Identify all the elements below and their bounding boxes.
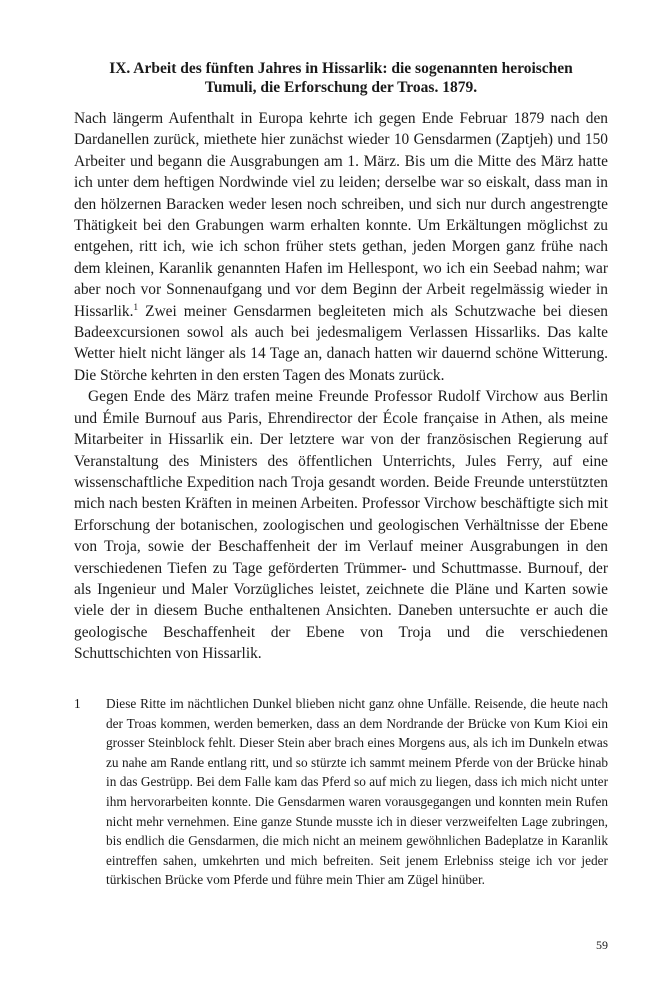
chapter-heading-line-1: IX. Arbeit des fünften Jahres in Hissarlik: die sogenannten heroischen bbox=[109, 60, 573, 77]
footnote bbox=[74, 694, 608, 890]
paragraph-1-part-1: Nach längerm Aufenthalt in Europa kehrte ich gegen Ende Februar 1879 nach den Dardanellen zurück, miethete hier zunächst wieder 10 Gensdarmen (Zaptjeh) und 150 Arbeiter und begann die Ausgrabungen am 1. März. Bis um die Mitte des März hatte ich unter dem heftigen Nordwinde viel zu leiden; derselbe war so eiskalt, dass man in den hölzernen Baracken weder lesen noch schreiben, und sich nur durch angestrengte Thätigkeit bei den Grabungen warm erhalten konnte. Um Erkältungen möglichst zu entgehen, ritt ich, wie ich schon früher stets gethan, jeden Morgen ganz frühe nach dem kleinen, Karanlik genannten Hafen im Hellespont, wo ich ein Seebad nahm; war aber noch vor Sonnenaufgang und vor dem Beginn der Arbeit regelmässig wieder in Hissarlik. bbox=[74, 110, 608, 320]
chapter-heading bbox=[74, 59, 608, 97]
chapter-heading-line-2: Tumuli, die Erforschung der Troas. 1879. bbox=[204, 79, 478, 96]
paragraph-1-part-2: Zwei meiner Gensdarmen begleiteten mich als Schutzwache bei diesen Badeexcursionen sowol als auch bei jedesmaligem Verlassen Hissarliks. Das kalte Wetter hielt nicht länger als 14 Tage an, danach hatten wir dauernd schöne Witterung. Die Störche kehrten in den ersten Tagen des Monats zurück. bbox=[74, 302, 608, 384]
footnote-text: Diese Ritte im nächtlichen Dunkel blieben nicht ganz ohne Unfälle. Reisende, die heute nach der Troas kommen, werden bemerken, dass an dem Nordrande der Brücke von Kum Kioi ein grosser Steinblock fehlt. Dieser Stein aber brach eines Morgens aus, als ich im Dunkeln etwas zu nahe am Rande entlang ritt, und so stürzte ich sammt meinem Pferde von der Brücke hinab in das Gestrüpp. Bei dem Falle kam das Pferd so auf mich zu liegen, dass ich mich nicht unter ihm hervorarbeiten konnte. Die Gensdarmen waren vorausgegangen und konnten mein Rufen nicht mehr vernehmen. Eine ganze Stunde musste ich in dieser verzweifelten Lage zubringen, bis endlich die Gensdarmen, die mich nicht an meinem gewöhnlichen Badeplatze in Karanlik eintreffen sahen, umkehrten und mich befreiten. Seit jenem Erlebniss steige ich vor jeder türkischen Brücke vom Pferde und führe mein Thier am Zügel hinüber. bbox=[106, 696, 608, 888]
footnote-reference: 1 bbox=[133, 302, 139, 313]
paragraph-1 bbox=[74, 108, 608, 386]
body-text bbox=[74, 108, 608, 665]
page-number: 59 bbox=[596, 938, 608, 952]
paragraph-2: Gegen Ende des März trafen meine Freunde Professor Rudolf Virchow aus Berlin und Émile Burnouf aus Paris, Ehrendirector der École française in Athen, als meine Mitarbeiter in Hissarlik ein. Der letztere war von der französischen Regierung auf Veranstaltung des Ministers des öffentlichen Unterrichts, Jules Ferry, auf eine wissenschaftliche Expedition nach Troja gesandt worden. Beide Freunde unterstützten mich nach besten Kräften in meinen Arbeiten. Professor Virchow beschäftigte sich mit Erforschung der botanischen, zoologischen und geologischen Verhältnisse der Ebene von Troja, sowie der Beschaffenheit der im Verlauf meiner Ausgrabungen in den verschiedenen Tiefen zu Tage geförderten Trümmer- und Schuttmasse. Burnouf, der als Ingenieur und Maler Vorzügliches leistet, zeichnete die Pläne und Karten sowie viele der in diesem Buche enthaltenen Ansichten. Daneben untersuchte er auch die geologische Beschaffenheit der Ebene von Troja und die verschiedenen Schuttschichten von Hissarlik. bbox=[74, 388, 608, 663]
footnote-number: 1 bbox=[74, 696, 81, 711]
